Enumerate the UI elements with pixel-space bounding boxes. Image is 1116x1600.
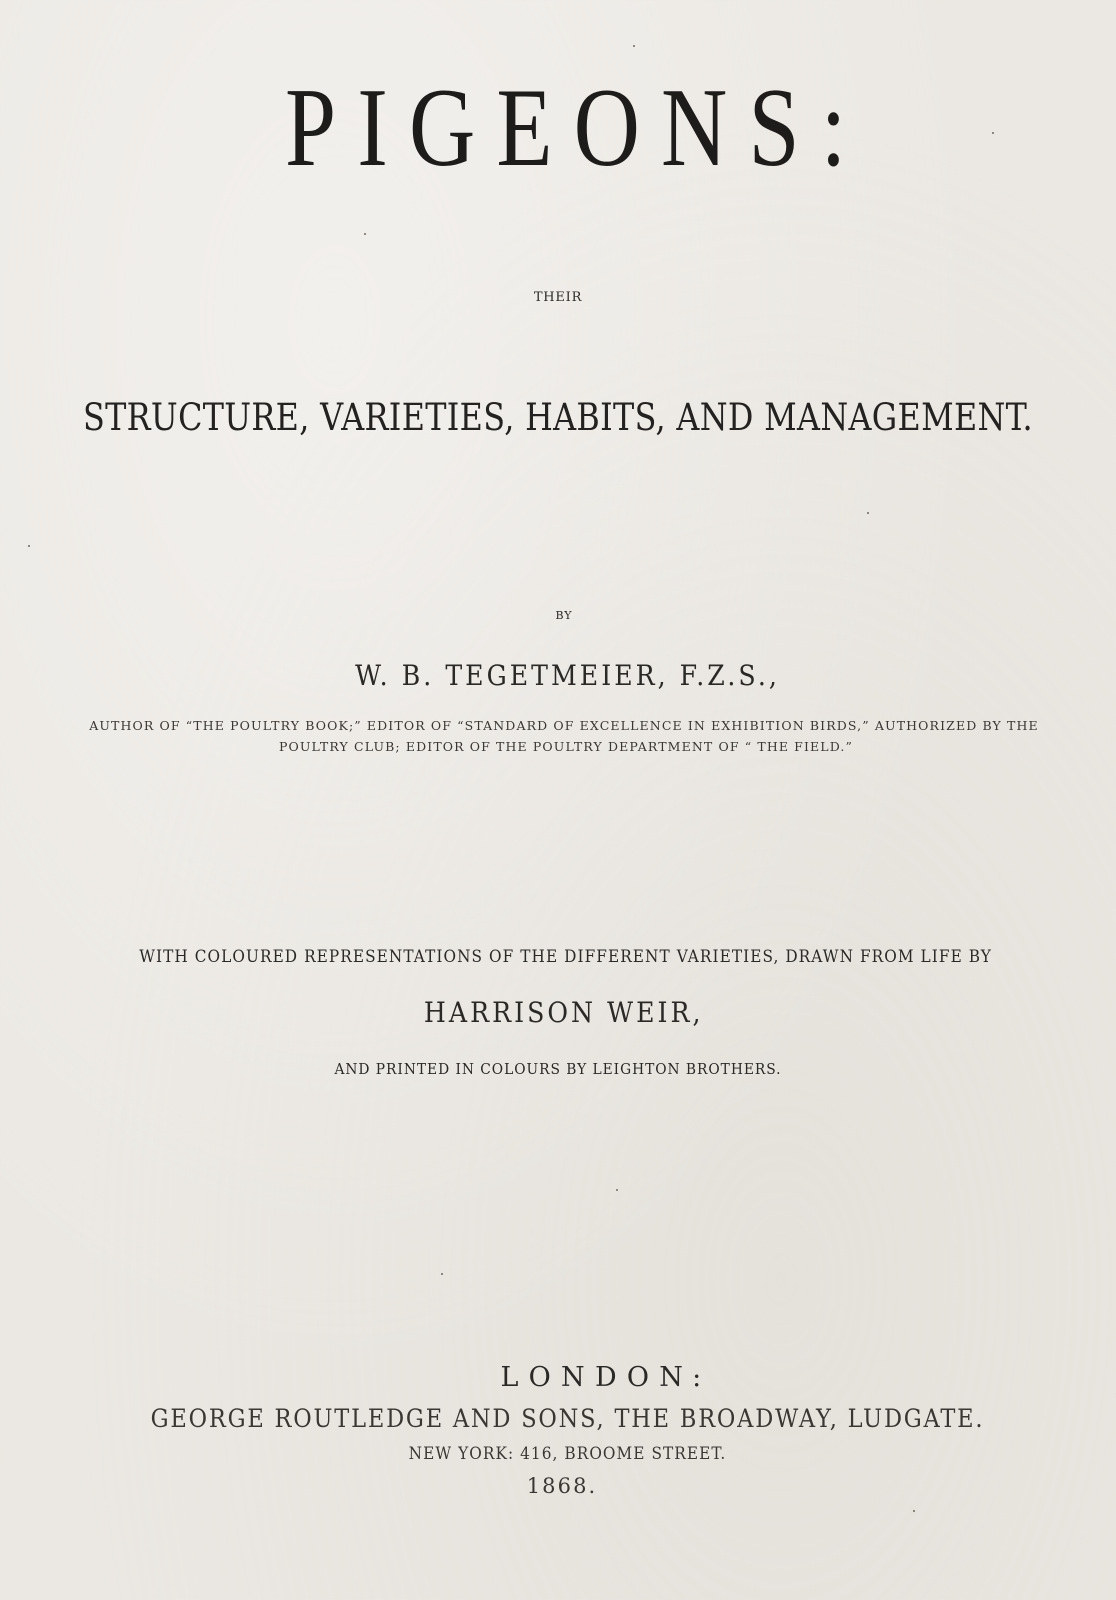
book-subtitle: STRUCTURE, VARIETIES, HABITS, AND MANAGEMENT. [82,396,1033,439]
artist-name: HARRISON WEIR, [423,996,704,1029]
illustration-note: WITH COLOURED REPRESENTATIONS OF THE DIFFERENT VARIETIES, DRAWN FROM LIFE BY [139,947,992,967]
imprint-city: LONDON: [500,1362,712,1393]
imprint-year: 1868. [526,1474,598,1498]
book-title: PIGEONS: [285,66,868,190]
paper-speck [441,1273,443,1275]
paper-speck [616,1189,618,1191]
author-credentials-line1: AUTHOR OF “THE POULTRY BOOK;” EDITOR OF “STANDARD OF EXCELLENCE IN EXHIBITION BIRDS,” AUTHORIZED BY THE [89,718,1039,733]
by-label: BY [555,609,573,622]
paper-speck [867,512,869,514]
author-credentials-line2: POULTRY CLUB; EDITOR OF THE POULTRY DEPARTMENT OF “ THE FIELD.” [278,739,854,754]
author-name: W. B. TEGETMEIER, F.Z.S., [355,659,780,692]
paper-speck [913,1510,915,1512]
printer-note: AND PRINTED IN COLOURS BY LEIGHTON BROTHERS. [334,1060,782,1078]
paper-speck [992,132,994,134]
paper-speck [28,545,30,547]
their-label: THEIR [533,290,583,305]
imprint-new-york: NEW YORK: 416, BROOME STREET. [408,1444,727,1464]
paper-speck [364,233,366,235]
paper-speck [633,45,635,47]
imprint-publisher: GEORGE ROUTLEDGE AND SONS, THE BROADWAY, LUDGATE. [150,1404,985,1433]
